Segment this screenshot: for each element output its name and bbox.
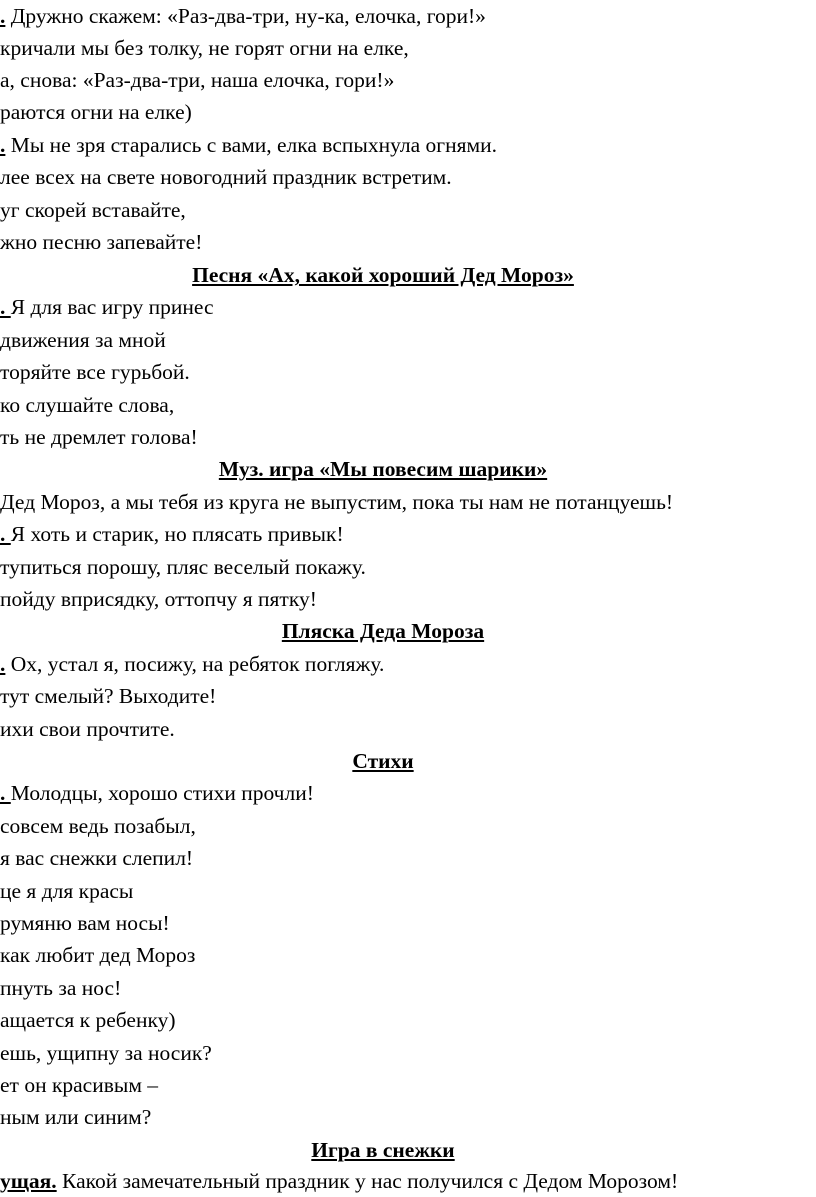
text-line xyxy=(0,1165,816,1197)
text-line xyxy=(0,583,816,615)
line-text: торяйте все гурьбой. xyxy=(0,360,190,384)
line-text: жно песню запевайте! xyxy=(0,230,203,254)
text-line xyxy=(0,1004,816,1036)
line-text: уг скорей вставайте, xyxy=(0,198,186,222)
section-heading: Стихи xyxy=(352,749,414,773)
line-text: румяню вам носы! xyxy=(0,911,170,935)
line-text: ным или синим? xyxy=(0,1105,152,1129)
text-line xyxy=(0,32,816,64)
text-line xyxy=(0,64,816,96)
text-line xyxy=(0,226,816,258)
line-text: я вас снежки слепил! xyxy=(0,846,194,870)
text-line xyxy=(0,907,816,939)
text-line xyxy=(0,842,816,874)
text-line xyxy=(0,129,816,161)
line-text: как любит дед Мороз xyxy=(0,943,196,967)
line-text: кричали мы без толку, не горят огни на елке, xyxy=(0,36,409,60)
text-line xyxy=(0,518,816,550)
text-line xyxy=(0,1069,816,1101)
line-text: Дед Мороз, а мы тебя из круга не выпустим, пока ты нам не потанцуешь! xyxy=(0,490,674,514)
line-text: пойду вприсядку, оттопчу я пятку! xyxy=(0,587,317,611)
speaker-label: . xyxy=(0,295,11,319)
text-line xyxy=(0,648,816,680)
section-heading: Муз. игра «Мы повесим шарики» xyxy=(218,457,548,481)
text-line xyxy=(0,486,816,518)
line-text: Дружно скажем: «Раз-два-три, ну-ка, елочка, гори!» xyxy=(5,4,486,28)
line-text: Какой замечательный праздник у нас получился с Дедом Морозом! xyxy=(56,1169,679,1193)
line-text: Мы не зря старались с вами, елка вспыхнула огнями. xyxy=(5,133,497,157)
line-text: движения за мной xyxy=(0,328,166,352)
line-text: ет он красивым – xyxy=(0,1073,159,1097)
line-text: лее всех на свете новогодний праздник встретим. xyxy=(0,165,452,189)
section-heading: Песня «Ах, какой хороший Дед Мороз» xyxy=(192,263,574,287)
text-line xyxy=(0,389,816,421)
text-line xyxy=(0,551,816,583)
text-line xyxy=(0,1037,816,1069)
text-line xyxy=(0,875,816,907)
line-text: ко слушайте слова, xyxy=(0,393,175,417)
text-line xyxy=(0,356,816,388)
text-line xyxy=(0,324,816,356)
text-line xyxy=(0,939,816,971)
line-text: тут смелый? Выходите! xyxy=(0,684,217,708)
text-line xyxy=(0,713,816,745)
text-line xyxy=(0,810,816,842)
line-text: це я для красы xyxy=(0,879,134,903)
line-text: тупиться порошу, пляс веселый покажу. xyxy=(0,555,366,579)
section-heading: Пляска Деда Мороза xyxy=(281,619,485,643)
line-text: Молодцы, хорошо стихи прочли! xyxy=(10,781,314,805)
line-text: совсем ведь позабыл, xyxy=(0,814,196,838)
text-line xyxy=(0,1101,816,1133)
speaker-label: . xyxy=(0,522,11,546)
line-text: Я хоть и старик, но плясать привык! xyxy=(10,522,344,546)
speaker-label: ущая. xyxy=(0,1169,57,1193)
text-line xyxy=(0,194,816,226)
speaker-label: . xyxy=(0,652,6,676)
section-heading: Игра в снежки xyxy=(311,1138,455,1162)
line-text: ихи свои прочтите. xyxy=(0,717,175,741)
line-text: пнуть за нос! xyxy=(0,976,122,1000)
speaker-label: . xyxy=(0,4,6,28)
text-line xyxy=(0,421,816,453)
text-line xyxy=(0,96,816,128)
line-text: Я для вас игру принес xyxy=(10,295,214,319)
text-line xyxy=(0,972,816,1004)
text-line xyxy=(0,680,816,712)
line-text: раются огни на елке) xyxy=(0,100,192,124)
text-line xyxy=(0,777,816,809)
text-line xyxy=(0,0,816,32)
text-line xyxy=(0,161,816,193)
speaker-label: . xyxy=(0,781,11,805)
speaker-label: . xyxy=(0,133,6,157)
line-text: ть не дремлет голова! xyxy=(0,425,198,449)
text-line xyxy=(0,291,816,323)
line-text: Ох, устал я, посижу, на ребяток погляжу. xyxy=(5,652,385,676)
line-text: ащается к ребенку) xyxy=(0,1008,176,1032)
line-text: а, снова: «Раз-два-три, наша елочка, гори!» xyxy=(0,68,395,92)
line-text: ешь, ущипну за носик? xyxy=(0,1041,212,1065)
